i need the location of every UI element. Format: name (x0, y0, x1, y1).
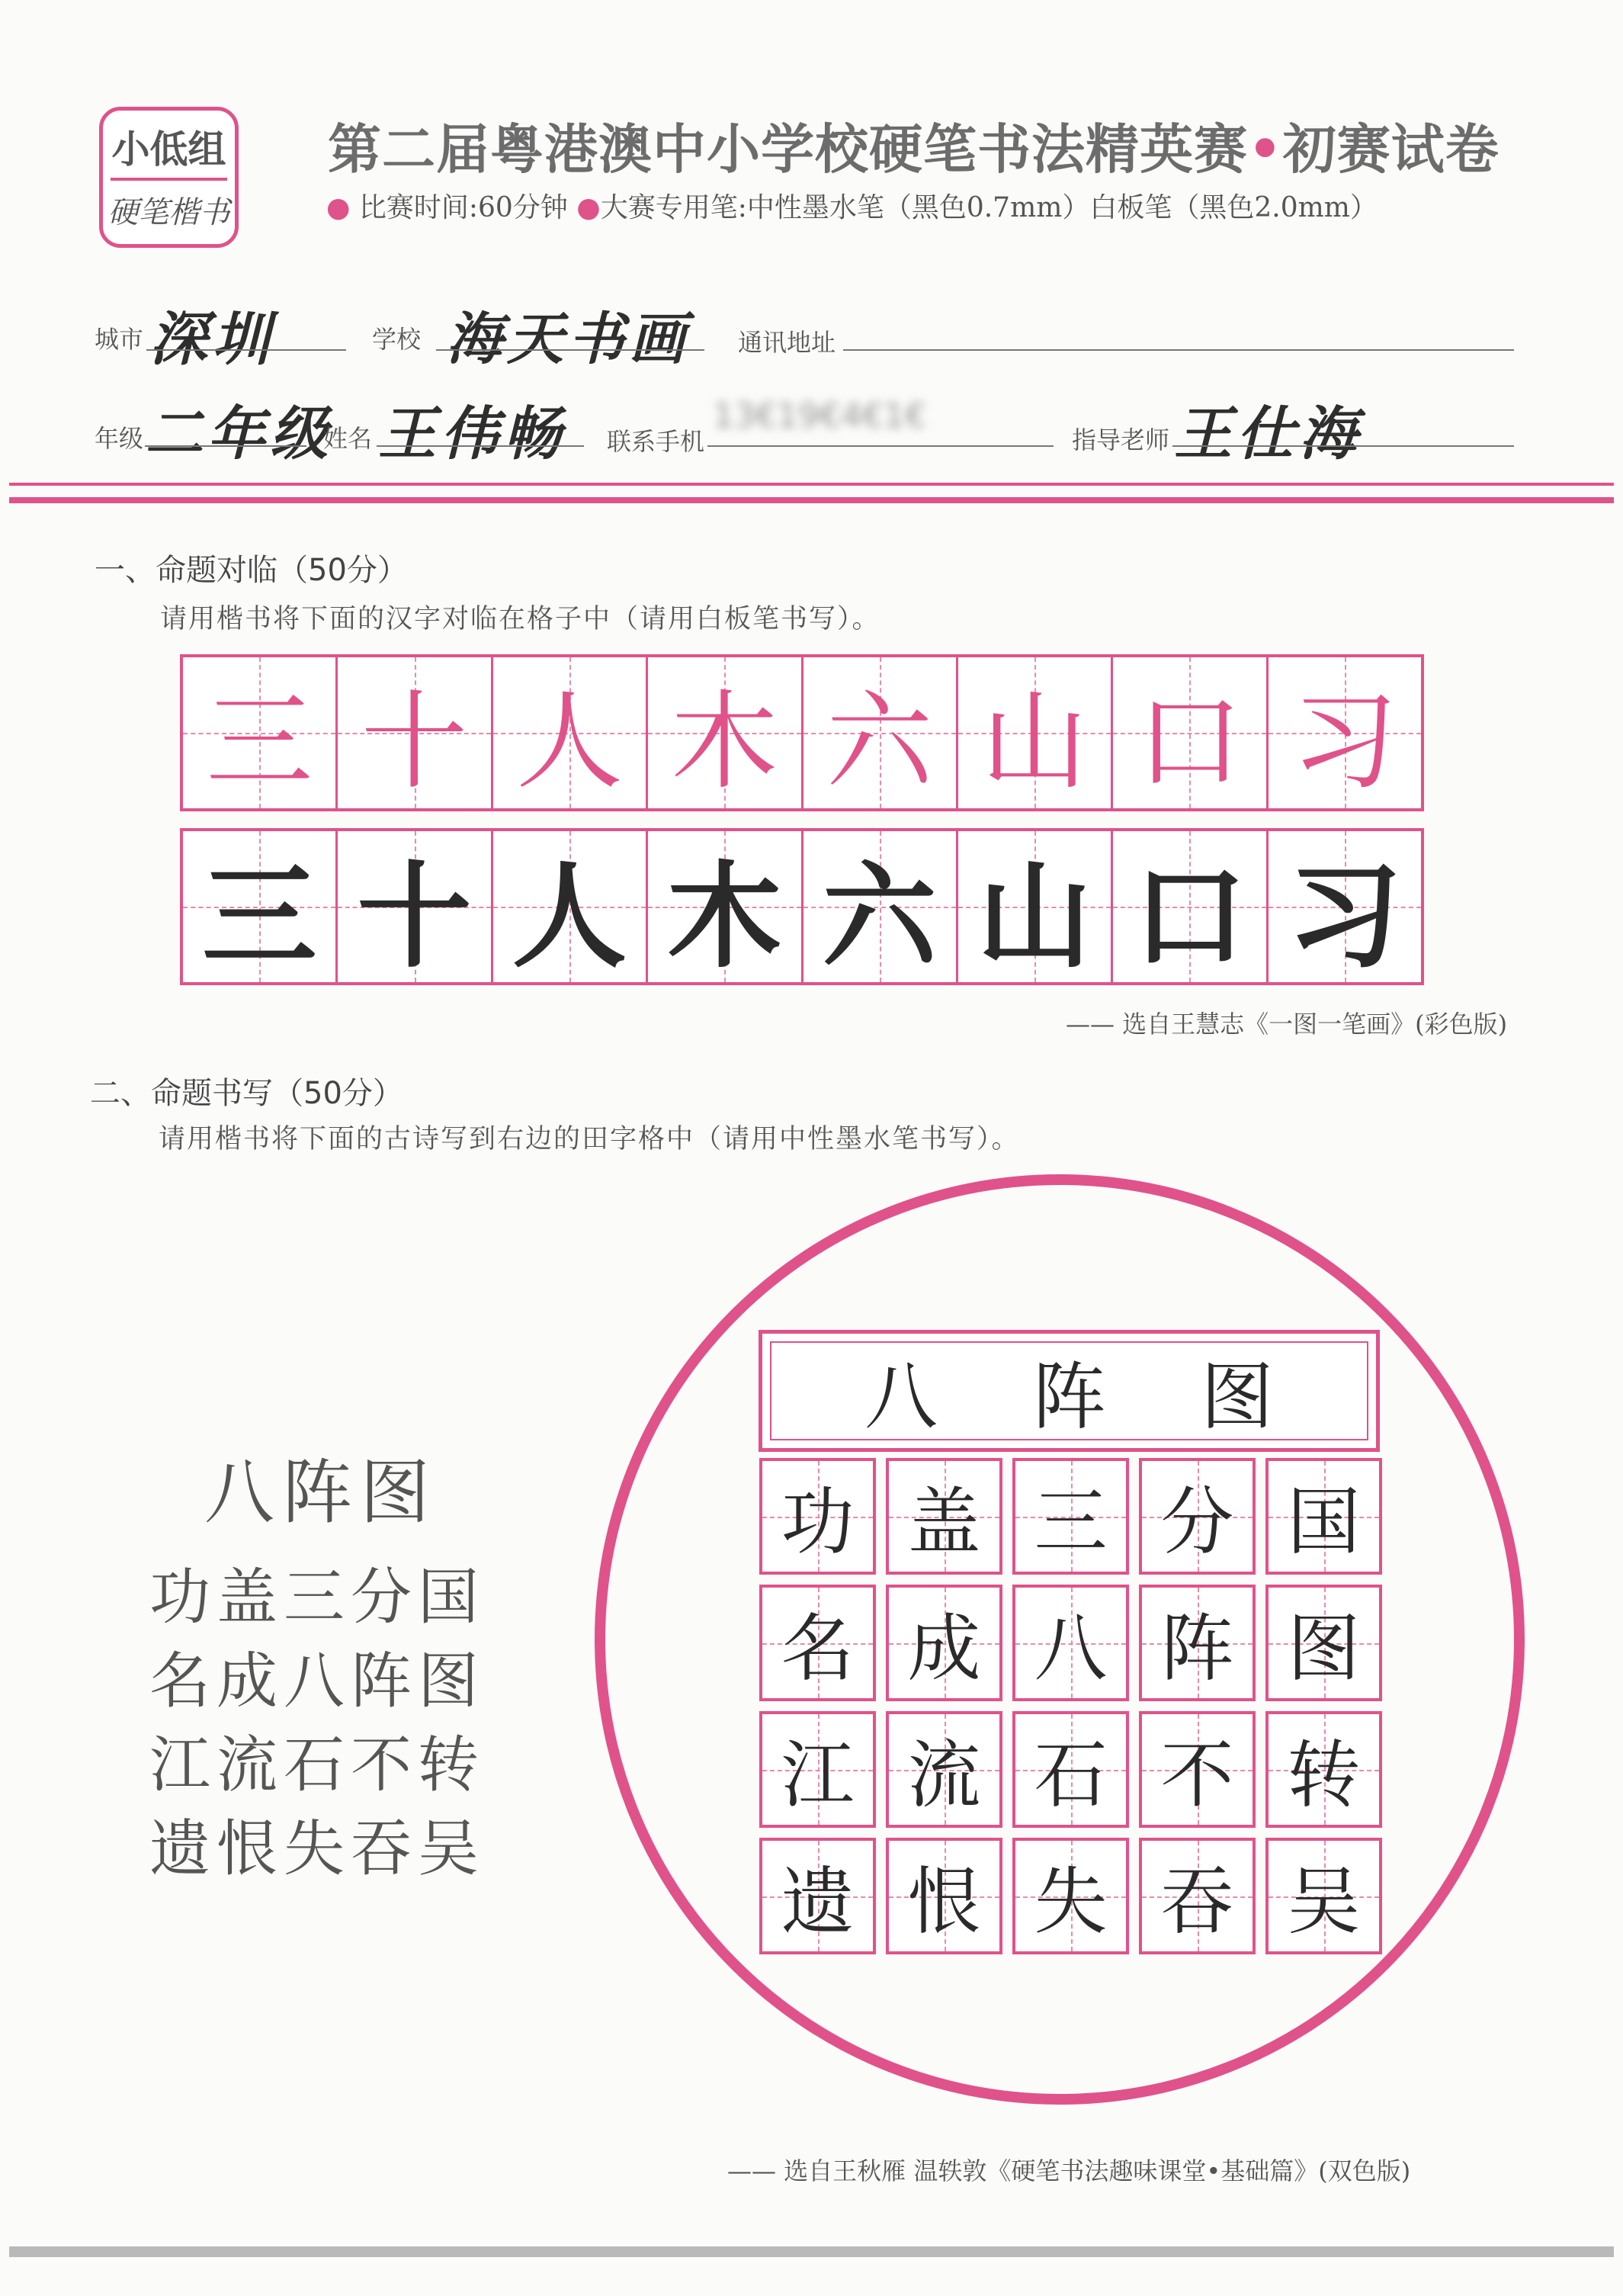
grid-cell[interactable] (338, 831, 492, 982)
practice-cell[interactable] (886, 1838, 1002, 1954)
practice-char: 盖 (907, 1479, 981, 1565)
address-line[interactable] (843, 349, 1514, 351)
model-char: 三 (206, 679, 313, 804)
practice-cell[interactable] (886, 1711, 1002, 1828)
school-line (436, 349, 704, 351)
written-char: 三 (202, 851, 317, 984)
grid-cell (1113, 657, 1268, 808)
title-suffix: 初赛试卷 (1282, 118, 1500, 181)
section1-instruction: 请用楷书将下面的汉字对临在格子中（请用白板笔书写）。 (160, 604, 880, 634)
practice-title-char: 阵 (1032, 1354, 1106, 1440)
page-title (328, 107, 1532, 183)
practice-char: 国 (1287, 1479, 1361, 1565)
practice-cell[interactable] (759, 1585, 876, 1701)
city-line (146, 349, 346, 351)
practice-char: 三 (1034, 1479, 1108, 1565)
practice-cell[interactable] (759, 1838, 876, 1954)
section2-title: 二、命题书写（50分） (90, 1076, 403, 1111)
practice-char: 八 (1034, 1606, 1108, 1691)
section1-credit: —— 选自王慧志《一图一笔画》(彩色版) (1066, 1010, 1508, 1039)
grid-cell (803, 657, 958, 808)
model-char: 六 (826, 679, 933, 804)
practice-char: 功 (781, 1479, 855, 1565)
poem-line: 遗恨失吞吴 (149, 1813, 485, 1884)
group-badge (99, 107, 239, 248)
poem-title: 八阵图 (204, 1452, 438, 1533)
teacher-line (1172, 445, 1514, 447)
grade-label: 年级 (95, 424, 144, 453)
phone-label: 联系手机 (607, 427, 705, 456)
practice-char: 吞 (1160, 1859, 1234, 1944)
model-char: 习 (1291, 679, 1398, 804)
header-divider (9, 483, 1614, 486)
written-char: 六 (822, 851, 937, 984)
practice-char: 石 (1034, 1732, 1108, 1818)
grade-line (145, 445, 306, 447)
title-dot: • (1248, 118, 1283, 181)
contest-rules (326, 186, 1576, 229)
name-label: 姓名 (323, 424, 373, 453)
written-char: 十 (357, 851, 472, 984)
teacher-label: 指导老师 (1072, 425, 1170, 454)
model-char: 十 (361, 679, 468, 804)
practice-char: 图 (1287, 1606, 1361, 1691)
practice-char: 失 (1034, 1859, 1108, 1944)
grid-cell[interactable] (803, 831, 958, 982)
name-line (377, 445, 584, 447)
practice-char: 江 (781, 1732, 855, 1818)
practice-cell[interactable] (1139, 1711, 1256, 1828)
grid-cell[interactable] (183, 831, 338, 982)
practice-cell[interactable] (1139, 1458, 1256, 1575)
practice-cell[interactable] (1012, 1585, 1129, 1701)
practice-cell[interactable] (1012, 1838, 1129, 1954)
school-label: 学校 (372, 325, 422, 354)
practice-cell[interactable] (1265, 1585, 1382, 1701)
practice-cell[interactable] (759, 1458, 876, 1575)
grid-cell (648, 657, 803, 808)
practice-cell[interactable] (886, 1458, 1002, 1575)
poem-line: 名成八阵图 (149, 1646, 485, 1716)
model-char: 口 (1136, 679, 1243, 804)
model-char-row (180, 654, 1424, 811)
practice-title-box[interactable] (759, 1330, 1380, 1452)
phone-line (707, 445, 1054, 447)
model-char: 山 (981, 679, 1089, 804)
practice-cell[interactable] (1012, 1458, 1129, 1575)
practice-cell[interactable] (759, 1711, 876, 1828)
category-label: 硬笔楷书 (107, 194, 230, 230)
model-char: 人 (515, 679, 623, 804)
practice-char: 流 (907, 1732, 981, 1818)
grid-cell[interactable] (493, 831, 648, 982)
practice-cell[interactable] (1139, 1838, 1256, 1954)
written-char: 山 (977, 851, 1092, 984)
practice-char: 遗 (781, 1859, 855, 1944)
practice-cell[interactable] (1265, 1458, 1382, 1575)
grid-cell[interactable] (1113, 831, 1268, 982)
grid-cell (1269, 657, 1421, 808)
written-char: 人 (512, 851, 627, 984)
bullet-icon: ● (576, 192, 601, 223)
grid-cell (183, 657, 338, 808)
grid-cell (493, 657, 648, 808)
time-limit: 比赛时间:60分钟 (358, 192, 568, 223)
practice-char: 成 (907, 1606, 981, 1691)
poem-line: 功盖三分国 (149, 1562, 485, 1633)
written-char: 口 (1132, 851, 1247, 984)
practice-char: 不 (1160, 1732, 1234, 1818)
practice-char: 转 (1287, 1732, 1361, 1818)
bullet-icon: ● (326, 192, 351, 223)
school-value[interactable]: 海天书画 (446, 307, 690, 372)
practice-char: 恨 (907, 1859, 981, 1944)
section2-instruction: 请用楷书将下面的古诗写到右边的田字格中（请用中性墨水笔书写）。 (159, 1124, 1020, 1154)
teacher-value[interactable]: 王仕海 (1174, 400, 1362, 467)
group-label: 小低组 (111, 115, 227, 181)
practice-char: 分 (1160, 1479, 1234, 1565)
phone-value[interactable]: 13€19€4€1€ (713, 397, 926, 435)
footer-bar (9, 2246, 1614, 2257)
grid-cell[interactable] (958, 831, 1113, 982)
practice-char: 阵 (1160, 1606, 1234, 1691)
model-char: 木 (671, 679, 778, 804)
header-divider-thick (9, 497, 1614, 503)
practice-char: 吴 (1287, 1859, 1361, 1944)
title-main: 第二届粤港澳中小学校硬笔书法精英赛 (328, 118, 1248, 181)
written-char: 木 (667, 851, 782, 984)
address-label: 通讯地址 (738, 328, 836, 357)
section2-credit: —— 选自王秋雁 温轶敦《硬笔书法趣味课堂•基础篇》(双色版) (727, 2156, 1411, 2185)
name-value[interactable]: 王伟畅 (378, 400, 566, 467)
practice-title-char: 图 (1200, 1354, 1274, 1440)
practice-cell[interactable] (1012, 1711, 1129, 1828)
section1-title: 一、命题对临（50分） (95, 553, 408, 588)
pen-requirement: 大赛专用笔:中性墨水笔（黑色0.7mm）白板笔（黑色2.0mm） (600, 192, 1378, 223)
grid-cell[interactable] (648, 831, 803, 982)
practice-char: 名 (781, 1606, 855, 1691)
written-char: 习 (1287, 851, 1402, 984)
poem-line: 江流石不转 (149, 1729, 485, 1800)
practice-title-char: 八 (864, 1354, 938, 1440)
city-value[interactable]: 深圳 (149, 305, 274, 373)
practice-cell[interactable] (886, 1585, 1002, 1701)
city-label: 城市 (95, 325, 144, 354)
grade-value[interactable]: 二年级 (145, 400, 332, 467)
grid-cell (338, 657, 492, 808)
practice-cell[interactable] (1139, 1585, 1256, 1701)
grid-cell[interactable] (1269, 831, 1421, 982)
grid-cell (958, 657, 1113, 808)
copy-char-row[interactable] (180, 828, 1424, 985)
practice-cell[interactable] (1265, 1838, 1382, 1954)
practice-cell[interactable] (1265, 1711, 1382, 1828)
